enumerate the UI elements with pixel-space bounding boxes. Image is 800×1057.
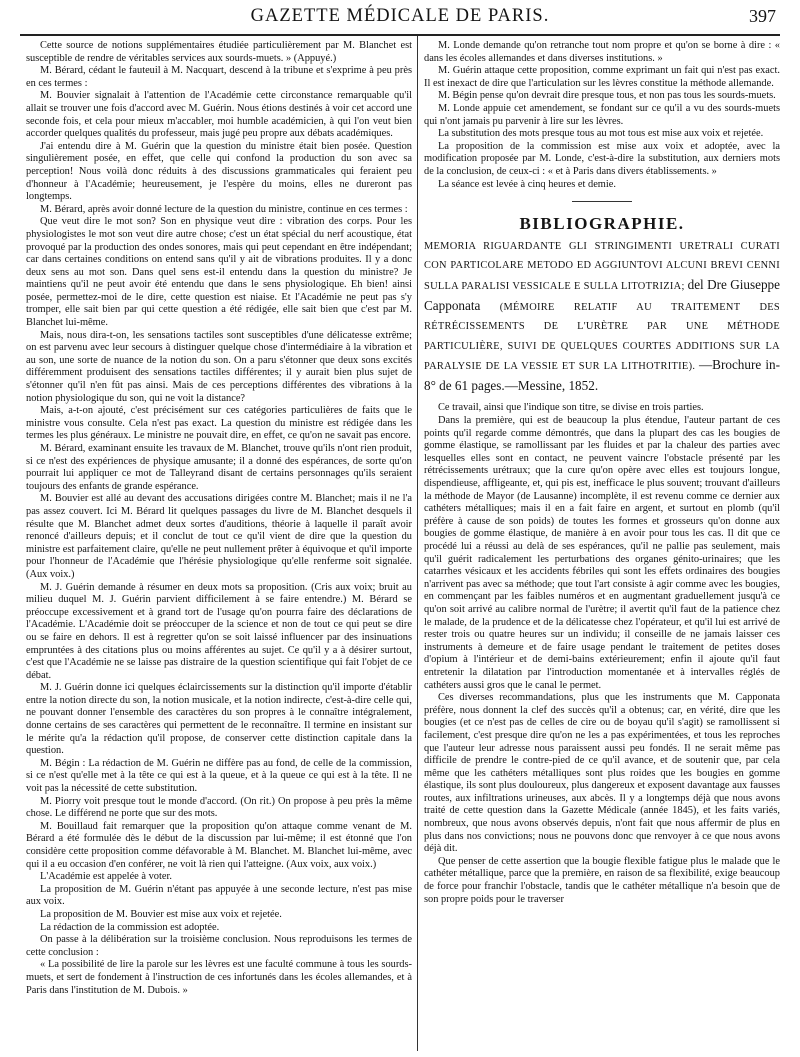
paragraph: M. Bégin pense qu'on devrait dire presque tous, et non pas tous les sourds-muets. (438, 90, 776, 102)
paragraph: M. Bégin : La rédaction de M. Guérin ne diffère pas au fond, de celle de la commission, si ce n'est qu'elle met à la tête ce qui est à la queue, et à la queue ce qui est à la tête. Il ne voit pas la nécessité de cette substitution. (26, 757, 412, 795)
paragraph: M. Guérin attaque cette proposition, comme exprimant un fait qui n'est pas exact. Il est inexact de dire que l'articulation sur les lèvres constitue la méthode allemande. (424, 65, 780, 89)
column-divider (417, 36, 418, 1051)
book-publication-info: —Brochure in-8° de 61 pages.—Messine, 1852. (424, 357, 780, 393)
paragraph: La séance est levée à cinq heures et demie. (438, 178, 616, 190)
paragraph: La rédaction de la commission est adoptée. (40, 921, 220, 933)
paragraph: La proposition de M. Bouvier est mise aux voix et rejetée. (40, 908, 282, 920)
paragraph: Que penser de cette assertion que la bougie flexible fatigue plus le malade que le cathéter métallique, parce que la première, en raison de sa flexibilité, exige beaucoup de force pour franchir l'obstacle, tandis que le cathéter métallique n'a besoin que de son propre poids pour le traverser (424, 855, 780, 905)
session-report-continued (424, 40, 780, 191)
paragraph: Ces diverses recommandations, plus que les instruments que M. Capponata préfère, nous donnent la clef des succès qu'il a obtenus; car, en vérité, dire que les bougies (et ce n'est pas de celles de cire ou de boyau qu'il s'agit) se ramollissent si facilement, c'est presque dire qu'on ne les a pas expérimentées, et tous les reproches que l'auteur leur adresse nous paraissent aussi peu fondés. Il ne serait même pas difficile de prendre le contre-pied de ce qu'il avance, et de soutenir que, par cela même que les cathéters métalliques sont plus roides que les bougies en gomme élastique, ils sont plus douloureux, plus dangereux et exposent davantage aux fausses routes, aux infiltrations urineuses, aux abcès. Il y a longtemps déjà que nous avons traité de cette question dans la Gazette Médicale (année 1845), et les faits variés, nombreux, que nous avons observés depuis, n'ont fait que nous affermir de plus en plus dans nos convictions; nous ne pouvons donc que renvoyer à ce que nous avons déjà dit. (424, 692, 780, 855)
paragraph: M. Bérard, examinant ensuite les travaux de M. Blanchet, trouve qu'ils n'ont rien produit, si ce n'est des expériences de physique amusante; il a donné des espérances, de sorte qu'on pourrait lui appliquer ce mot de Talleyrand disant de certains personnages qu'ils seraient toujours des enfants de grande espérance. (26, 443, 412, 492)
paragraph: Dans la première, qui est de beaucoup la plus étendue, l'auteur partant de ces points qu'il regarde comme démontrés, que dans la plupart des cas les bougies de gomme élastique, se ramollissant par les fluides et par la chaleur des parties avec lesquelles elles sont en contact, ne peuvent vaincre l'obstacle présenté par les rétrécissements urétraux; que la cure qu'on opère avec elles est toujours longue, dispendieuse, affligeante, et, qui pis est, inefficace le plus souvent; trouvant d'ailleurs la méthode de Mayor (de Lausanne) incomplète, il est revenu comme ce dernier aux cathéters métalliques; mais il en a fait faire en argent, et surtout en plomb (qu'il préfère à cause de son poids) de toutes les formes et grosseurs qu'on donne aux bougies de gomme élastique, de manière à en avoir pour tous les cas. Il dit que ce procédé lui a réussi au delà de ses espérances, qu'il ne pallie pas seulement, mais qu'il guérit radicalement les perturbations des organes génito-urinaires; que les catarrhes vésicaux et les accidents fébriles qui sont les effets ordinaires des bougies n'arrivent pas avec sa méthode; que tout l'art consiste à agir comme avec les bougies, en commençant par les faibles numéros et en augmentant graduellement jusqu'à ce qu'on soit arrivé au calibre normal de l'urètre; il avertit qu'il faut de la patience chez le malade, de la prudence et de la délicatesse chez l'opérateur, et qu'il lui est arrivé de rester trois ou quatre heures sur un individu; il conseille de ne jamais laisser ces instruments à demeure et de faire usage pendant le traitement de petites doses d'opium à l'intérieur et de demi-bains extérieurement; enfin il ajoute qu'il faut entretenir la dilatation par l'introduction momentanée et à intervalles réglés de cathéters aussi gros que le canal le permet. (424, 415, 780, 691)
paragraph: Mais, a-t-on ajouté, c'est précisément sur ces catégories particulières de faits que le ministre vous consulte. Cela n'est pas exact. La question du ministre est rédigée dans les termes les plus généraux. Le ministre ne pouvait dire, en effet, ce qu'on ne savait pas encore. (26, 405, 412, 442)
paragraph: On passe à la délibération sur la troisième conclusion. Nous reproduisons les termes de cette conclusion : (26, 934, 412, 958)
paragraph: M. Piorry voit presque tout le monde d'accord. (On rit.) On propose à peu près la même chose. Le différend ne porte que sur des mots. (26, 795, 412, 820)
paragraph: M. Bouillaud fait remarquer que la proposition qu'on attaque comme venant de M. Bérard a été formulée dès le début de la discussion par lui-même; il est étonné que l'on considère cette proposition comme défavorable à M. Blanchet. M. Blanchet lui-même, avec qui il a eu occasion d'en conférer, ne voit là rien qui l'atteigne. (Aux voix, aux voix.) (26, 820, 412, 870)
book-title-block (424, 237, 780, 397)
paragraph: Que veut dire le mot son? Son en physique veut dire : vibration des corps. Pour les physiologistes le mot son veut dire autre chose; c'est un état spécial du nerf acoustique, état provoqué par la production des ondes sonores, mais qui peut cependant en être indépendant; car dans certaines conditions on entend sans qu'il y ait de vibrations produites. Il y a donc deux sens au mot son. Dans quel sens est-il entendu dans la question du ministre? Je maintiens qu'il ne peut avoir été entendu que dans le sens physiologique. Eh bien! ainsi posée, permettez-moi de le dire, cette question est niaise. Et l'Académie ne peut pas s'y tromper, elle sait bien par qui cette question a été rédigée, elle sait bien que c'est par M. Blanchet lui-même. (26, 216, 412, 329)
section-rule (572, 201, 632, 202)
left-column (26, 40, 412, 1051)
page-number: 397 (749, 6, 776, 26)
paragraph: Ce travail, ainsi que l'indique son titre, se divise en trois parties. (438, 402, 704, 414)
paragraph: La proposition de M. Guérin n'étant pas appuyée à une seconde lecture, n'est pas mise aux voix. (26, 883, 412, 908)
bibliography-heading: BIBLIOGRAPHIE. (519, 214, 685, 234)
paragraph: Mais, nous dira-t-on, les sensations tactiles sont susceptibles d'une délicatesse extrême; on est parvenu avec leur secours à distinguer quelque chose d'intermédiaire à la vibration et au son, une sorte de nuance de la notion du son. On a paru s'étonner que deux sons excités différemment produisent des sensations tactiles différentes; il y aurait bien plus sujet de s'étonner qu'il n'en fût pas ainsi. Mais de ces perceptions différentes des vibrations à la notion physiologique du son, qui ne voit la distance? (26, 329, 412, 404)
paragraph: « La possibilité de lire la parole sur les lèvres est une faculté commune à tous les sourds-muets, et sert de fondement à l'instruction de ces infortunés dans les écoles allemandes, et à Paris dans l'institution de M. Dubois. » (26, 959, 412, 996)
publication-title: GAZETTE MÉDICALE DE PARIS. (250, 6, 550, 26)
paragraph: Cette source de notions supplémentaires étudiée particulièrement par M. Blanchet est susceptible de rendre de véritables services aux sourds-muets. » (Appuyé.) (26, 40, 412, 64)
paragraph: M. J. Guérin demande à résumer en deux mots sa proposition. (Cris aux voix; bruit au milieu duquel M. J. Guérin parvient difficilement à se faire entendre.) M. Bérard se préoccupe excessivement et à grand tort de l'usage qu'on pourra faire des déclarations de l'Académie. L'Académie doit se préoccuper de la science et non de tout ce qui peut se dire ou se faire en dehors. Il est à regretter qu'on se soit laissé influencer par des insinuations empruntées à des citations plus ou moins afférentes au sujet. Ce qu'il y a à désirer surtout, c'est que l'Académie ne se laisse pas distraire de la question scientifique qui fait l'objet de ce débat. (26, 581, 412, 681)
paragraph: L'Académie est appelée à voter. (40, 871, 172, 883)
paragraph: M. Bouvier signalait à l'attention de l'Académie cette circonstance remarquable qu'il allait se trouver une fois d'accord avec M. Guérin. Nous étions destinés à voir cet accord une seconde fois, et cela pour mieux m'accabler, moi humble académicien, à qui l'on veut bien accorder quelques qualités du professeur, mais jugé peu propre aux débats académiques. (26, 90, 412, 140)
book-title-italian: MEMORIA RIGUARDANTE GLI STRINGIMENTI URETRALI CURATI CON PARTICOLARE METODO ED AGGIUNTOVI ALCUNI BREVI CENNI SULLA PARALISI VESSICALE E SULLA LITOTRIZIA; (424, 240, 780, 292)
paragraph: La proposition de la commission est mise aux voix et adoptée, avec la modification proposée par M. Londe, c'est-à-dire la substitution, aux derniers mots de la conclusion, de ceux-ci : « et à Paris dans divers établissements. » (424, 140, 780, 177)
paragraph: M. J. Guérin donne ici quelques éclaircissements sur la distinction qu'il importe d'établir entre la notion directe du son, la notion musicale, et la notion indirecte, c'est-à-dire celle qui, ne pouvant donner l'ensemble des caractères du son propres à le connaître intégralement, donne certains de ses caractères qui permettent de le reconnaître. Il termine en insistant sur le mérite qu'a la rédaction qu'il propose, de conserver cette distinction capitale dans la question. (26, 682, 412, 757)
paragraph: J'ai entendu dire à M. Guérin que la question du ministre était bien posée. Question singulièrement posée, en effet, que celle qui confond la production du son avec sa perception! Nous voilà donc réduits à des discussions grammaticales qui feraient peu d'honneur à l'Académie; heureusement, je l'espère du moins, elles ne dureront pas longtemps. (26, 140, 412, 203)
right-column (424, 40, 780, 1051)
paragraph: M. Londe appuie cet amendement, se fondant sur ce qu'il a vu des sourds-muets qui n'ont jamais pu parvenir à lire sur les lèvres. (424, 102, 780, 127)
page-header (20, 4, 780, 36)
book-title-french: (MÉMOIRE RELATIF AU TRAITEMENT DES RÉTRÉCISSEMENTS DE L'URÈTRE PAR UNE MÉTHODE PARTICULIÈRE, SUIVI DE QUELQUES COURTES ADDITIONS SUR LA PARALYSIE DE LA VESSIE ET SUR LA LITHOTRITIE). (424, 301, 780, 373)
review-text (424, 402, 780, 906)
paragraph: M. Londe demande qu'on retranche tout nom propre et qu'on se borne à dire : « dans les écoles allemandes et dans diverses institutions. » (424, 40, 780, 64)
book-author: del Dre Giuseppe Capponata (424, 276, 780, 313)
paragraph: M. Bérard, cédant le fauteuil à M. Nacquart, descend à la tribune et s'exprime à peu près en ces termes : (26, 65, 412, 89)
paragraph: La substitution des mots presque tous au mot tous est mise aux voix et rejetée. (438, 128, 764, 140)
paragraph: M. Bérard, après avoir donné lecture de la question du ministre, continue en ces termes : (40, 203, 408, 215)
paragraph: M. Bouvier est allé au devant des accusations dirigées contre M. Blanchet; mais il ne l'a pas assez couvert. Ici M. Bérard lit quelques passages du livre de M. Blanchet desquels il résulte que M. Blanchet admet deux sortes d'auditions, théorie à laquelle il paraît avoir renoncé d'ailleurs depuis; et il conclut de tout ce qu'il vient de dire que la question du ministre est parfaitement claire, qu'elle ne peut nullement prêter à équivoque et qu'il importe pour l'honneur de l'Académie que l'hérésie physiologique qu'elle renferme soit signalée. (Aux voix.) (26, 493, 412, 580)
